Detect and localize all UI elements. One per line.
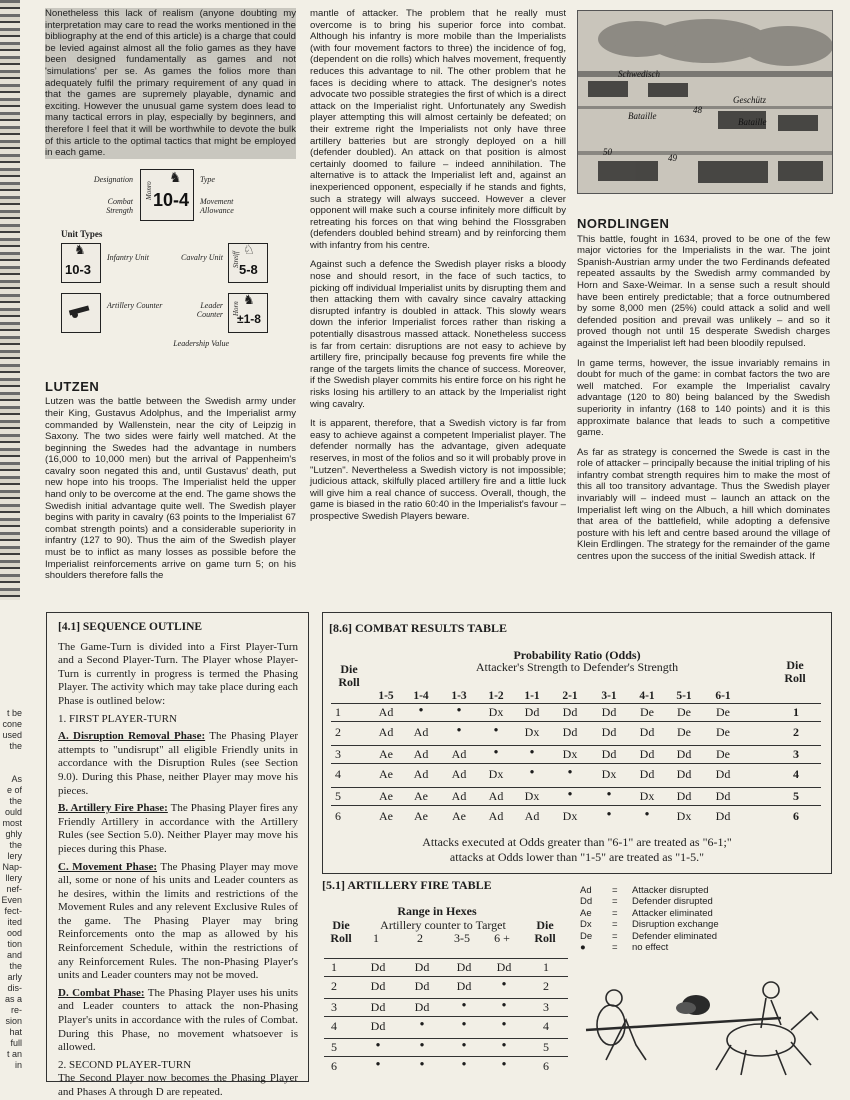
aft-cell: Dd xyxy=(456,960,472,974)
crt-cell: De xyxy=(640,705,654,719)
crt-cell: Ad xyxy=(524,809,540,823)
infantry-counter xyxy=(61,243,101,283)
aft-row xyxy=(324,958,568,977)
legend-equals: = xyxy=(612,930,618,942)
crt-cell: De xyxy=(716,725,730,739)
aft-cell: ● xyxy=(419,1059,425,1068)
crt-ratio-header: 2-1 xyxy=(562,690,578,702)
phase-b-text: The Phasing Player fires any Friendly Artillery in accordance with the Artillery Rules (see Section 5.0). Neither Player may move his pieces during this Phase. xyxy=(58,802,298,855)
aft-range-header: 1 xyxy=(373,931,379,945)
col2-paragraph-1: mantle of attacker. The problem that he really must overcome is to bring his superior force into combat. Although his infantry is more mobile than the Imperialists (with four movement factors to three) the incidence of fog, (dependent on die rolls) which halves movement, frequently reduces this advantage to nil. The other problem that he faces is deciding where to attack. The designer's notes advocate two possible strategies the first of which is a direct attack on the Imperialist right. Unfortunately any Swedish player attempting this will almost certainly be defeated; on their extreme right the Imperialists not only have three artillery batteries but are strongly deployed on a hill (defender doubled). An attack on that position is almost certainly doomed to failure – indeed annihilation. The alternative is to attack the Imperialist left and, against an inexperienced opponent, especially if he stands and fights, such a strategy will always succeed. However a clever opponent will make such a course infinitely more difficult by retreating his forces on that wing behind the Flossgraben (defenders doubled behind stream) and by reinforcing them with infantry from his centre. xyxy=(310,8,566,251)
crt-cell: Ae xyxy=(379,789,393,803)
aft-cell: Dd xyxy=(370,1000,386,1014)
crt-ratio-header: 1-2 xyxy=(488,690,504,702)
aft-roll-left: Roll xyxy=(330,931,352,945)
aft-cell: ● xyxy=(419,1040,425,1049)
phase-d xyxy=(58,987,298,1055)
col3-paragraph-1: This battle, fought in 1634, proved to be one of the few major victories for the Imperialists in the war. The joint Spanish-Austrian army under the two Ferdinands defeated repeated assaults by the Swedish army commanded by Horn and Saxe-Weimar. In a sense such a result should have been entirely predictable; that a force outnumbered by some 8,000 men (25%) could attack a solid and well defended position and prevail was unlikely – and so it proved though not until 15 desperate Swedish charges against the Imperialist left had been bloodily repulsed. xyxy=(577,233,830,349)
leader-icon: ♞ xyxy=(243,291,255,307)
crt-roll-number-right: 4 xyxy=(793,767,799,781)
crt-die-right: Die xyxy=(786,658,804,672)
left-strip-line: the xyxy=(9,961,22,971)
crt-cell: Dx xyxy=(639,789,655,803)
aft-row xyxy=(324,978,568,995)
aft-range-header: 3-5 xyxy=(454,931,470,945)
cavalry-value: 5-8 xyxy=(239,261,258,277)
caption-49: 49 xyxy=(668,153,677,163)
leader-designation: Horn xyxy=(232,300,240,316)
crt-cell: Dd xyxy=(601,705,617,719)
crt-cell: Dd xyxy=(639,725,655,739)
left-strip-line: ould xyxy=(4,807,22,817)
left-strip-line: lery xyxy=(7,851,22,861)
legend-value: Attacker disrupted xyxy=(632,885,709,896)
aft-cell: ● xyxy=(461,1000,467,1009)
caption-bataille-left: Bataille xyxy=(628,111,657,121)
aft-cell: ● xyxy=(461,1040,467,1049)
crt-roll-right: Roll xyxy=(784,671,806,685)
crt-cell: Ad xyxy=(378,725,394,739)
crt-roll-number: 2 xyxy=(335,725,341,739)
column-three xyxy=(577,218,830,571)
crt-row xyxy=(331,808,821,825)
artillery-label: Artillery Counter xyxy=(107,300,163,310)
combat-strength-label: Combat Strength xyxy=(106,196,133,215)
crt-cell: Dd xyxy=(715,809,731,823)
aft-roll-number: 4 xyxy=(331,1019,337,1033)
left-edge-illustration xyxy=(0,0,20,600)
legend-equals: = xyxy=(612,896,618,908)
cannon-icon xyxy=(67,304,93,318)
counter-value: 10-4 xyxy=(153,189,190,210)
crt-ratio-header: 5-1 xyxy=(676,690,692,702)
left-strip-line: nef- xyxy=(6,884,22,894)
aft-range-header: 6 + xyxy=(494,931,510,945)
aft-cell: ● xyxy=(419,1019,425,1028)
first-player-turn: 1. FIRST PLAYER-TURN xyxy=(58,712,177,725)
counter-diagram xyxy=(45,167,296,375)
crt-roll-number: 5 xyxy=(335,789,341,803)
phase-b-label: B. Artillery Fire Phase: xyxy=(58,802,168,815)
leadership-value-label: Leadership Value xyxy=(173,338,229,348)
designation-label: Designation xyxy=(93,174,133,184)
phase-d-label: D. Combat Phase: xyxy=(58,986,145,999)
left-strip-line: ited xyxy=(7,917,22,927)
crt-roll-left: Roll xyxy=(338,675,360,689)
column-two xyxy=(310,8,566,531)
crt-cell: Dd xyxy=(562,705,578,719)
crt-ratio-header: 1-5 xyxy=(378,690,394,702)
lutzen-paragraph: Lutzen was the battle between the Swedish army under their King, Gustavus Adolphus, and the Imperialist army commanded by Wallenstein, near the city of Leipzig in Saxony. The two sides were fairly well matched. At the beginning the Swedes had the advantage in numbers (16,000 to 10,000 men) but the arrival of Pappenheim's cavalry soon negated this and, until Gustavus' death, put new hope into his troops. The Imperialist held the upper hand only to be overcome at the end. The game shows the Swedish initial advantage quite well. The Swedish player begins with parity in cavalry (63 points to the Imperialist 67 combat strength points) and a considerable superiority in infantry (127 to 90). Thus the aim of the Swedish player must be to inflict as many losses as possible before the Imperialist reinforcements arrive on game turn 5; on his shoulders therefore falls the xyxy=(45,396,296,582)
left-strip-line: t be xyxy=(6,708,22,718)
leader-value: ±1-8 xyxy=(237,311,261,326)
aft-cell: ● xyxy=(375,1059,381,1068)
crt-cell: Ae xyxy=(414,789,428,803)
crt-roll-number-right: 2 xyxy=(793,725,799,739)
col2-paragraph-3: It is apparent, therefore, that a Swedish victory is far from easy to achieve against a competent Imperialist player. The defender normally has the advantage, given adequate reserves, in most of the folios and so it will probably prove in "Lutzen". Nevertheless a Swedish victory is not impossible; judicious attack, skilfully placed artillery fire and a little luck will give him a real chance of success. Overall, though, the game is biased in the ratio 60:40 in the Imperialist's favour – prospective Swedish Players beware. xyxy=(310,418,566,522)
phase-a-label: A. Disruption Removal Phase: xyxy=(58,730,206,743)
crt-row xyxy=(331,724,821,741)
left-strip-line: llery xyxy=(5,873,22,883)
legend-key: Dx xyxy=(580,919,592,931)
crt-cell: ● xyxy=(493,725,499,734)
aft-roll-number-right: 4 xyxy=(543,1019,549,1033)
aft-row xyxy=(324,1038,568,1057)
crt-cell: ● xyxy=(606,789,612,798)
crt-cell: Ad xyxy=(451,789,467,803)
left-strip-text xyxy=(0,708,22,1098)
cavalry-icon: ♘ xyxy=(243,241,255,257)
crt-cell: Ad xyxy=(413,725,429,739)
legend-item xyxy=(580,908,719,919)
left-strip-line: ghly xyxy=(5,829,22,839)
aft-roll-number-right: 6 xyxy=(543,1059,549,1073)
left-strip-line: and xyxy=(6,950,22,960)
left-strip-line: the xyxy=(9,741,22,751)
left-strip-line: arly xyxy=(7,972,22,982)
legend-item xyxy=(580,885,719,896)
crt-cell: ● xyxy=(567,789,573,798)
crt-cell: Ad xyxy=(378,705,394,719)
aft-row xyxy=(324,998,568,1017)
aft-cell: Dd xyxy=(456,979,472,993)
col3-paragraph-3: As far as strategy is concerned the Swede is cast in the role of attacker – principally because the initial tripling of his infantry combat strength requires him to make the most of this all too transitory advantage. Thus the Swedish player invariably will – indeed must – launch an attack on the Imperialist left wing on the Albuch, a hill which dominates that area of the battlefield, while adopting a defensive posture with his left and centre based around the village of Klein Erdlingen. The strategy for the remainder of the game centres upon the success of the initial Swedish attack. If xyxy=(577,446,830,563)
legend-equals: = xyxy=(612,885,618,896)
crt-note: attacks at Odds lower than "1-5" are treated as "1-5." xyxy=(449,850,705,864)
crt-cell: De xyxy=(677,705,691,719)
crt-cell: ● xyxy=(606,809,612,818)
crt-cell: Dd xyxy=(639,747,655,761)
crt-cell: Dx xyxy=(524,789,540,803)
aft-row xyxy=(324,1058,568,1075)
crt-cell: ● xyxy=(456,705,462,714)
left-strip-line xyxy=(0,763,22,774)
aft-roll-number: 6 xyxy=(331,1059,337,1073)
left-strip-line: t an xyxy=(6,1049,22,1059)
crt-cell: Ae xyxy=(379,767,393,781)
crt-cell: Dx xyxy=(676,809,692,823)
left-strip-line xyxy=(0,752,22,763)
crt-ratio-header: 3-1 xyxy=(601,690,617,702)
crt-cell: Dx xyxy=(601,767,617,781)
results-legend xyxy=(580,885,719,953)
legend-equals: = xyxy=(612,907,618,919)
infantry-value: 10-3 xyxy=(65,261,92,277)
crt-ratio-header: 4-1 xyxy=(639,690,655,702)
left-strip-line: Nap- xyxy=(2,862,22,872)
aft-cell: ● xyxy=(461,1019,467,1028)
crt-cell: Dd xyxy=(562,725,578,739)
aft-die-right: Die xyxy=(536,918,554,932)
col2-paragraph-2: Against such a defence the Swedish player risks a bloody nose and should resort, in the face of such tactics, to picking off individual Imperialist units by disrupting them and then attacking them with cavalry since cavalry attacking disrupted infantry is doubled in attack. This slowly wears down the inferior Imperialist forces rather than risking a potentially disastrous massed attack. Nonetheless success is far from certain: disruptions are not easy to achieve by artillery fire, principally because fog prevents fire while the range of the targets limits the chance of success. Moreover, if the Swedish player commits his entire force on his right he risks losing his artillery to an attack by the Imperialist right wing cavalry. xyxy=(310,259,566,410)
crt-cell: Ad xyxy=(451,747,467,761)
aft-cell: ● xyxy=(501,979,507,988)
caption-50: 50 xyxy=(603,147,612,157)
crt-cell: Dd xyxy=(601,747,617,761)
crt-cell: Dx xyxy=(524,725,540,739)
left-strip-line: As xyxy=(11,774,22,784)
aft-range-header: 2 xyxy=(417,931,423,945)
legend-value: Defender eliminated xyxy=(632,930,718,942)
sequence-title: [4.1] SEQUENCE OUTLINE xyxy=(58,621,203,633)
aft-cell: ● xyxy=(501,1040,507,1049)
crt-cell: ● xyxy=(644,809,650,818)
artillery-counter xyxy=(61,293,101,333)
combat-results-table xyxy=(322,612,832,874)
left-strip-line: the xyxy=(9,840,22,850)
engraving-graphic xyxy=(578,11,832,193)
aft-roll-number: 1 xyxy=(331,960,337,974)
crt-cell: ● xyxy=(493,747,499,756)
caption-48: 48 xyxy=(693,105,702,115)
crt-roll-number-right: 6 xyxy=(793,809,799,823)
aft-cell: ● xyxy=(375,1040,381,1049)
aft-cell: ● xyxy=(461,1059,467,1068)
crt-roll-number-right: 3 xyxy=(793,747,799,761)
left-strip-line: re- xyxy=(11,1005,22,1015)
aft-cell: Dd xyxy=(414,1000,430,1014)
aft-cell: Dd xyxy=(414,979,430,993)
crt-roll-number: 4 xyxy=(335,767,341,781)
left-strip-line: as a xyxy=(4,994,22,1004)
sequence-outline-box xyxy=(46,612,309,1098)
caption-geschutz: Geschütz xyxy=(733,95,766,105)
crt-cell: Ad xyxy=(413,767,429,781)
aft-roll-number-right: 3 xyxy=(543,1000,549,1014)
left-strip-line: hat xyxy=(9,1027,22,1037)
aft-roll-number: 5 xyxy=(331,1040,337,1054)
left-strip-line: e of xyxy=(6,785,22,795)
crt-cell: Dd xyxy=(524,705,540,719)
legend-item xyxy=(580,896,719,907)
legend-key: Ad xyxy=(580,885,592,896)
legend-item xyxy=(580,919,719,930)
left-strip-line: fect- xyxy=(4,906,22,916)
crt-cell: Dx xyxy=(488,767,504,781)
phase-c-text: The Phasing Player may move all, some or none of his units and Leader counters as he desires, within the limits and restrictions of the Movement Rules and any relevent Exclusive Rules of the game. The Phasing Player may bring Reinforcements onto the map as allowed by his Reinforcement Schedule, within the restrictions of any Reinforcement Rules. The non-Phasing Player's units and Leader counters may not be moved. xyxy=(58,860,299,982)
sample-counter xyxy=(140,169,194,221)
infantry-label: Infantry Unit xyxy=(107,252,149,262)
aft-range-title: Range in Hexes xyxy=(397,904,477,918)
crt-cell: Dx xyxy=(562,809,578,823)
aft-cell: Dd xyxy=(370,960,386,974)
aft-roll-number: 2 xyxy=(331,979,337,993)
leader-counter xyxy=(228,293,268,333)
aft-roll-number-right: 1 xyxy=(543,960,549,974)
phase-c xyxy=(58,861,298,983)
crt-cell: Dx xyxy=(562,747,578,761)
crt-cell: Dd xyxy=(676,747,692,761)
caption-schwedisch: Schwedisch xyxy=(618,69,660,79)
counter-designation: Monro xyxy=(145,180,153,200)
crt-roll-number-right: 5 xyxy=(793,789,799,803)
aft-cell: Dd xyxy=(414,960,430,974)
crt-cell: Ae xyxy=(379,747,393,761)
crt-cell: Dx xyxy=(488,705,504,719)
col3-paragraph-2: In game terms, however, the issue invariably remains in doubt for much of the game: in combat factors the two are well matched. For example the Imperialist cavalry advantage (120 to 80) being balanced by the Swedish superiority in infantry (168 to 140 points) and it is this approximate balance that leads to such a competitive game. xyxy=(577,357,830,439)
aft-cell: Dd xyxy=(370,1019,386,1033)
crt-probability-title: Probability Ratio (Odds) xyxy=(513,648,641,662)
aft-die-left: Die xyxy=(332,918,350,932)
caption-bataille-right: Bataille xyxy=(738,117,767,127)
crt-cell: Ad xyxy=(413,747,429,761)
phase-d-text: The Phasing Player uses his units and Leader counters to attack the non-Phasing Player's units in accordance with the rules of Combat. During this Phase, no movement whatsoever is allowed. xyxy=(58,986,299,1054)
legend-key: De xyxy=(580,930,593,942)
crt-cell: Ae xyxy=(452,809,466,823)
legend-item xyxy=(580,931,719,942)
aft-title: [5.1] ARTILLERY FIRE TABLE xyxy=(322,878,492,892)
aft-cell: ● xyxy=(501,1019,507,1028)
legend-equals: = xyxy=(612,919,618,931)
crt-roll-number: 6 xyxy=(335,809,341,823)
unit-types-heading: Unit Types xyxy=(61,228,103,239)
crt-cell: ● xyxy=(567,767,573,776)
aft-row xyxy=(324,1018,568,1035)
crt-cell: Ad xyxy=(488,789,504,803)
type-label: Type xyxy=(200,174,215,184)
crt-ratio-header: 6-1 xyxy=(715,690,731,702)
legend-value: no effect xyxy=(632,942,669,954)
intro-paragraph: Nonetheless this lack of realism (anyone doubting my interpretation may care to read the works mentioned in the bibliography at the end of this article) is a charge that could be levied against almost all the folio games as they have been designed fundamentally as games and not 'simulations' per se. As games the folios more than adequately fulfil the primary requirement of any quad in that the games are supremely playable, dynamic and exciting. However the unusual game system does lead to many tactical errors in play, especially by beginners, and therefore I feel that it will be worthwhile to devote the bulk of this article to the optimal tactics that might be employed in each game. xyxy=(45,8,296,159)
crt-cell: Dd xyxy=(676,767,692,781)
crt-cell: ● xyxy=(529,767,535,776)
aft-roll-number-right: 5 xyxy=(543,1040,549,1054)
aft-cell: ● xyxy=(501,1000,507,1009)
legend-key: Ae xyxy=(580,907,592,919)
left-strip-line: full xyxy=(10,1038,22,1048)
crt-title: [8.6] COMBAT RESULTS TABLE xyxy=(329,621,508,635)
left-strip-line: in xyxy=(14,1060,22,1070)
crt-ratio-header: 1-4 xyxy=(413,690,429,702)
left-strip-line: the xyxy=(9,796,22,806)
artillery-fire-table xyxy=(322,878,568,1080)
second-player-text: The Second Player now becomes the Phasing Player and Phases A through D are repeated. xyxy=(58,1072,298,1098)
aft-roll-number-right: 2 xyxy=(543,979,549,993)
lutzen-heading: LUTZEN xyxy=(45,378,100,394)
crt-row xyxy=(331,787,821,806)
left-strip-line: cone xyxy=(2,719,22,729)
aft-roll-number: 3 xyxy=(331,1000,337,1014)
infantry-icon: ♞ xyxy=(169,170,182,186)
cavalry-designation: Streiff xyxy=(232,250,240,268)
crt-note: Attacks executed at Odds greater than "6-1" are treated as "6-1;" xyxy=(422,835,732,849)
aft-subtitle: Artillery counter to Target xyxy=(380,918,506,932)
crt-roll-number-right: 1 xyxy=(793,705,799,719)
crt-cell: Dd xyxy=(676,789,692,803)
crt-cell: Ad xyxy=(488,809,504,823)
phase-c-label: C. Movement Phase: xyxy=(58,860,158,873)
crt-cell: ● xyxy=(418,705,424,714)
infantry-icon: ♞ xyxy=(74,241,86,257)
crt-ratio-header: 1-1 xyxy=(524,690,540,702)
crt-subtitle: Attacker's Strength to Defender's Strength xyxy=(475,660,679,674)
crt-roll-number: 3 xyxy=(335,747,341,761)
left-strip-line: Even xyxy=(1,895,22,905)
left-strip-line: dis- xyxy=(7,983,22,993)
crt-cell: Dd xyxy=(715,789,731,803)
phase-a-text: The Phasing Player attempts to "undisrupt" all eligible Friendly units in accordance with the Disruption Rules (see Section 9.0). During this Phase, neither Player may move his pieces. xyxy=(58,730,298,797)
left-strip-line: tion xyxy=(7,939,22,949)
legend-value: Defender disrupted xyxy=(632,896,713,908)
crt-cell: Dd xyxy=(601,725,617,739)
crt-cell: De xyxy=(677,725,691,739)
cavalry-label: Cavalry Unit xyxy=(181,252,223,262)
legend-equals: = xyxy=(612,942,618,954)
crt-roll-number: 1 xyxy=(335,705,341,719)
left-strip-line: ood xyxy=(6,928,22,938)
crt-cell: Ae xyxy=(379,809,393,823)
crt-row xyxy=(331,703,821,722)
second-player-turn: 2. SECOND PLAYER-TURN xyxy=(58,1058,192,1071)
leader-label: Leader Counter xyxy=(196,300,223,319)
legend-value: Attacker eliminated xyxy=(632,907,713,919)
legend-key: ● xyxy=(580,942,586,954)
sequence-intro: The Game-Turn is divided into a First Player-Turn and a Second Player-Turn. The Player whose Player-Turn is currently in progress is termed the Phasing Player. The activity which may take place during each Phase is outlined below: xyxy=(58,640,298,707)
cavalry-counter xyxy=(228,243,268,283)
movement-allowance-label: Movement Allowance xyxy=(200,196,234,215)
nordlingen-battle-engraving xyxy=(577,10,833,194)
jousting-knights-illustration xyxy=(566,950,836,1080)
crt-cell: De xyxy=(716,705,730,719)
crt-die-left: Die xyxy=(340,662,358,676)
aft-cell: ● xyxy=(501,1059,507,1068)
aft-cell: Dd xyxy=(370,979,386,993)
crt-row xyxy=(331,745,821,764)
legend-value: Disruption exchange xyxy=(632,919,719,931)
knights-graphic xyxy=(566,950,836,1080)
column-one xyxy=(45,8,296,590)
phase-b xyxy=(58,802,298,856)
left-strip-line: sion xyxy=(5,1016,22,1026)
crt-cell: Dd xyxy=(715,767,731,781)
crt-cell: De xyxy=(716,747,730,761)
aft-cell: Dd xyxy=(496,960,512,974)
aft-roll-right: Roll xyxy=(534,931,556,945)
left-strip-line: most xyxy=(2,818,22,828)
crt-cell: ● xyxy=(456,725,462,734)
legend-key: Dd xyxy=(580,896,593,908)
left-strip-line: used xyxy=(2,730,22,740)
crt-ratio-header: 1-3 xyxy=(451,690,467,702)
nordlingen-heading: NORDLINGEN xyxy=(577,216,670,231)
crt-row xyxy=(331,766,821,783)
crt-cell: Ad xyxy=(451,767,467,781)
phase-a xyxy=(58,730,298,798)
crt-cell: Dd xyxy=(639,767,655,781)
crt-cell: ● xyxy=(529,747,535,756)
crt-cell: Ae xyxy=(414,809,428,823)
